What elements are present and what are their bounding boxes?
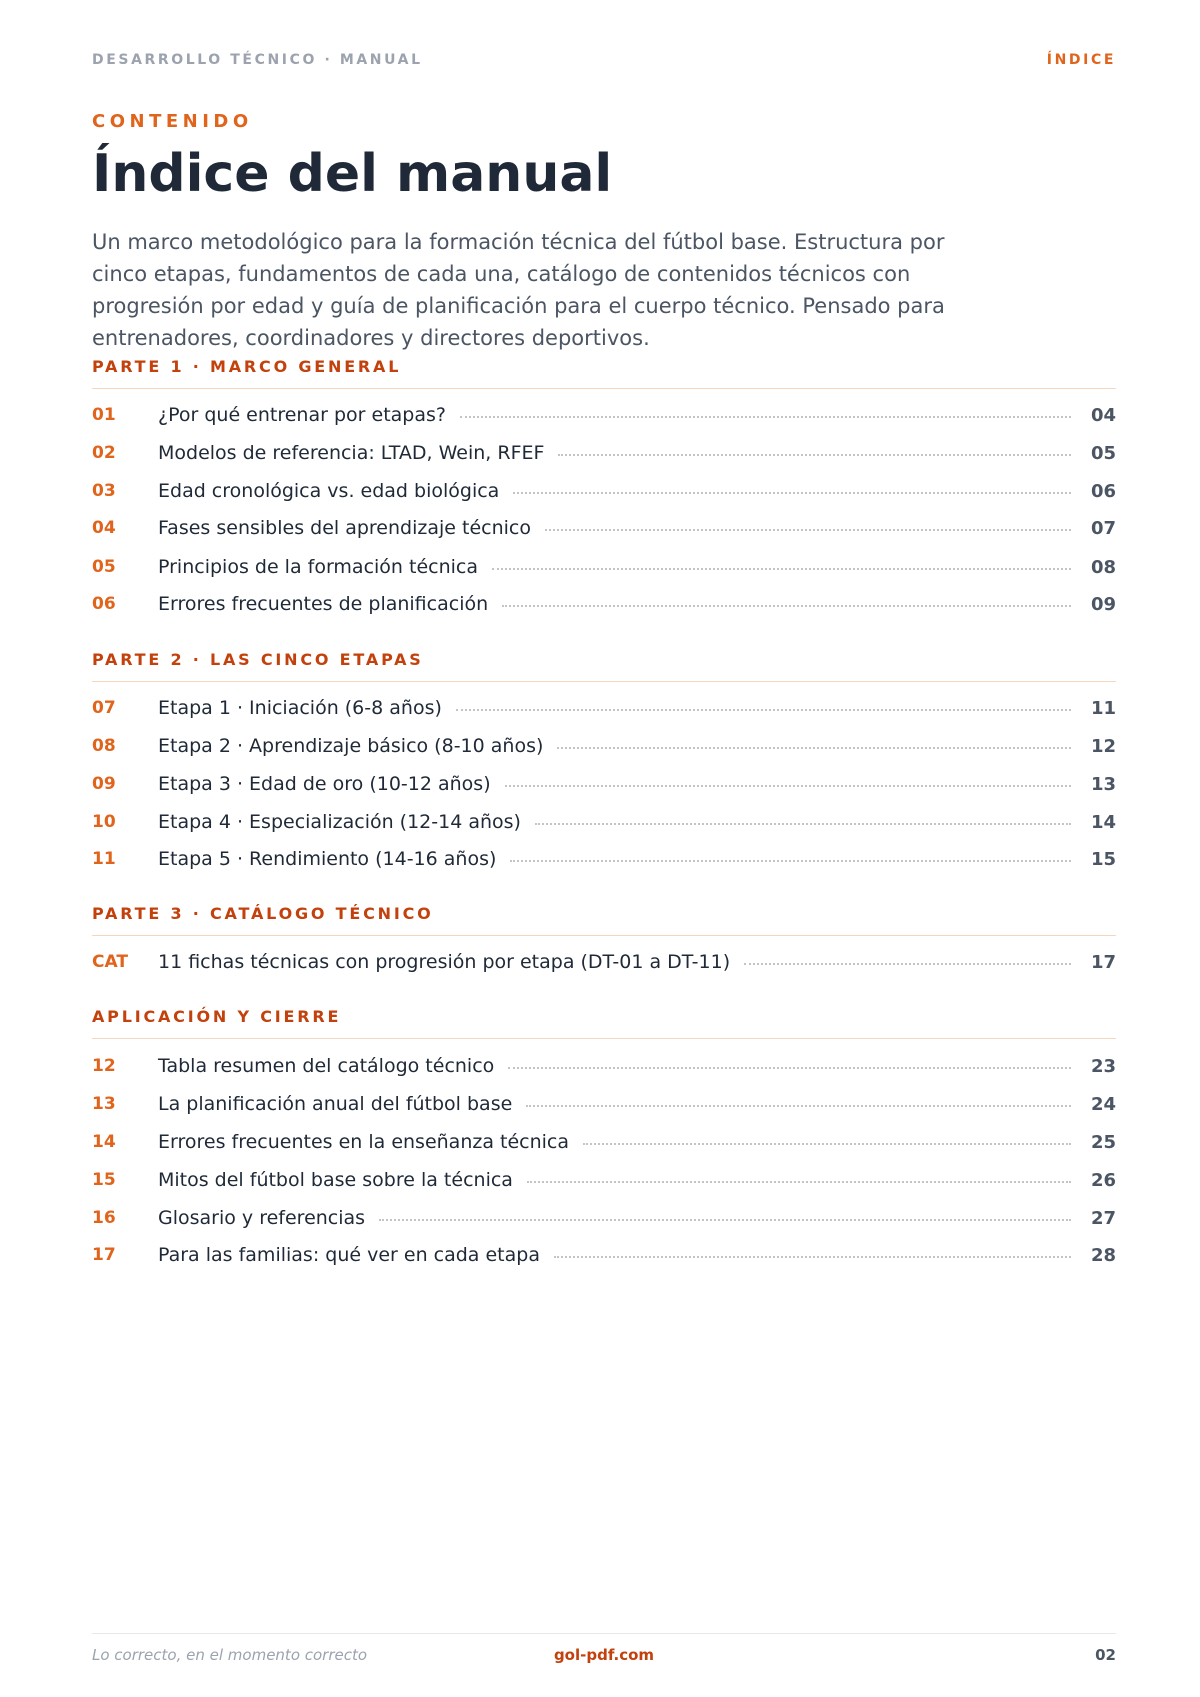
toc-number: 06 — [92, 594, 116, 614]
toc-title: Mitos del fútbol base sobre la técnica — [158, 1169, 513, 1191]
toc-leader — [510, 860, 1071, 862]
toc-leader — [492, 568, 1071, 570]
toc-number: 15 — [92, 1170, 116, 1190]
toc-title: Para las familias: qué ver en cada etapa — [158, 1244, 540, 1266]
toc-number: 16 — [92, 1208, 116, 1228]
toc-row[interactable] — [92, 477, 1116, 505]
toc-row[interactable] — [92, 1090, 1116, 1118]
toc-number: CAT — [92, 952, 128, 972]
toc-title: Edad cronológica vs. edad biológica — [158, 480, 500, 502]
toc-title: La planificación anual del fútbol base — [158, 1093, 513, 1115]
toc-number: 04 — [92, 518, 116, 538]
toc-title: Tabla resumen del catálogo técnico — [158, 1055, 495, 1077]
toc-page: 09 — [1090, 593, 1116, 615]
toc-title: Etapa 4 · Especialización (12-14 años) — [158, 811, 521, 833]
toc-leader — [535, 823, 1071, 825]
intro-paragraph: Un marco metodológico para la formación técnica del fútbol base. Estructura por cinco etapas, fundamentos de cada una, catálogo de contenidos técnicos con progresión por edad y guía de planificación para el cuerpo técnico. Pensado para entrenadores, coordinadores y directores deportivos. — [92, 230, 945, 350]
header-left: DESARROLLO TÉCNICO · MANUAL — [92, 52, 423, 68]
toc-title: Etapa 1 · Iniciación (6-8 años) — [158, 697, 442, 719]
toc-page: 11 — [1090, 697, 1116, 719]
toc-leader — [460, 416, 1071, 418]
toc-number: 07 — [92, 698, 116, 718]
toc-row[interactable] — [92, 401, 1116, 429]
toc-leader — [583, 1143, 1071, 1145]
toc-title: ¿Por qué entrenar por etapas? — [158, 404, 446, 426]
toc-number: 11 — [92, 849, 116, 869]
toc-page: 15 — [1090, 848, 1116, 870]
toc-row[interactable] — [92, 948, 1116, 976]
section-heading-2: PARTE 2 · LAS CINCO ETAPAS — [92, 650, 1116, 682]
toc-title: Etapa 5 · Rendimiento (14-16 años) — [158, 848, 497, 870]
toc-number: 02 — [92, 443, 116, 463]
toc-row[interactable] — [92, 1052, 1116, 1080]
toc-page: 27 — [1090, 1207, 1116, 1229]
toc-leader — [527, 1181, 1071, 1183]
toc-page: 28 — [1090, 1244, 1116, 1266]
toc-title: Etapa 2 · Aprendizaje básico (8-10 años) — [158, 735, 544, 757]
toc-row[interactable] — [92, 439, 1116, 467]
toc-page: 23 — [1090, 1055, 1116, 1077]
eyebrow-label: CONTENIDO — [92, 111, 253, 132]
document-page — [92, 0, 1116, 1697]
toc-row[interactable] — [92, 845, 1116, 873]
toc-row[interactable] — [92, 1166, 1116, 1194]
toc-page: 08 — [1090, 556, 1116, 578]
header-right: ÍNDICE — [1046, 52, 1116, 68]
running-header — [92, 52, 1116, 68]
toc-page: 13 — [1090, 773, 1116, 795]
toc-row[interactable] — [92, 1128, 1116, 1156]
toc-title: Errores frecuentes en la enseñanza técnica — [158, 1131, 570, 1153]
toc-number: 14 — [92, 1132, 116, 1152]
toc-leader — [554, 1256, 1071, 1258]
toc-leader — [379, 1219, 1071, 1221]
toc-row[interactable] — [92, 590, 1116, 618]
toc-title: Errores frecuentes de planificación — [158, 593, 489, 615]
section-heading-4: APLICACIÓN Y CIERRE — [92, 1007, 1116, 1039]
toc-number: 03 — [92, 481, 116, 501]
toc-page: 07 — [1090, 517, 1116, 539]
footer-divider — [92, 1633, 1116, 1634]
toc-leader — [508, 1067, 1071, 1069]
toc-leader — [502, 605, 1071, 607]
toc-row[interactable] — [92, 732, 1116, 760]
toc-row[interactable] — [92, 514, 1116, 542]
toc-row[interactable] — [92, 808, 1116, 836]
toc-page: 05 — [1090, 442, 1116, 464]
footer-page-number: 02 — [1095, 1646, 1116, 1664]
toc-row[interactable] — [92, 1204, 1116, 1232]
toc-page: 06 — [1090, 480, 1116, 502]
toc-page: 26 — [1090, 1169, 1116, 1191]
page-title: Índice del manual — [92, 144, 613, 204]
toc-leader — [505, 785, 1071, 787]
toc-number: 05 — [92, 557, 116, 577]
toc-title: Etapa 3 · Edad de oro (10-12 años) — [158, 773, 491, 795]
toc-leader — [545, 529, 1071, 531]
toc-number: 12 — [92, 1056, 116, 1076]
toc-row[interactable] — [92, 1241, 1116, 1269]
toc-leader — [744, 963, 1071, 965]
toc-number: 17 — [92, 1245, 116, 1265]
toc-page: 14 — [1090, 811, 1116, 833]
toc-row[interactable] — [92, 770, 1116, 798]
toc-page: 12 — [1090, 735, 1116, 757]
toc-row[interactable] — [92, 553, 1116, 581]
section-heading-3: PARTE 3 · CATÁLOGO TÉCNICO — [92, 904, 1116, 936]
toc-title: 11 fichas técnicas con progresión por etapa (DT-01 a DT-11) — [158, 951, 731, 973]
toc-leader — [526, 1105, 1071, 1107]
toc-title: Principios de la formación técnica — [158, 556, 479, 578]
toc-page: 25 — [1090, 1131, 1116, 1153]
toc-number: 13 — [92, 1094, 116, 1114]
toc-number: 10 — [92, 812, 116, 832]
toc-number: 01 — [92, 405, 116, 425]
page-footer — [92, 1646, 1116, 1664]
toc-number: 08 — [92, 736, 116, 756]
toc-title: Modelos de referencia: LTAD, Wein, RFEF — [158, 442, 545, 464]
toc-row[interactable] — [92, 694, 1116, 722]
toc-leader — [513, 492, 1071, 494]
toc-page: 24 — [1090, 1093, 1116, 1115]
toc-page: 04 — [1090, 404, 1116, 426]
toc-leader — [558, 454, 1071, 456]
section-heading-1: PARTE 1 · MARCO GENERAL — [92, 357, 1116, 389]
toc-leader — [456, 709, 1071, 711]
toc-number: 09 — [92, 774, 116, 794]
toc-title: Fases sensibles del aprendizaje técnico — [158, 517, 531, 539]
toc-leader — [557, 747, 1071, 749]
footer-tagline: Lo correcto, en el momento correcto — [92, 1646, 368, 1664]
toc-title: Glosario y referencias — [158, 1207, 366, 1229]
toc-page: 17 — [1090, 951, 1116, 973]
footer-site-link[interactable]: gol-pdf.com — [553, 1646, 655, 1664]
